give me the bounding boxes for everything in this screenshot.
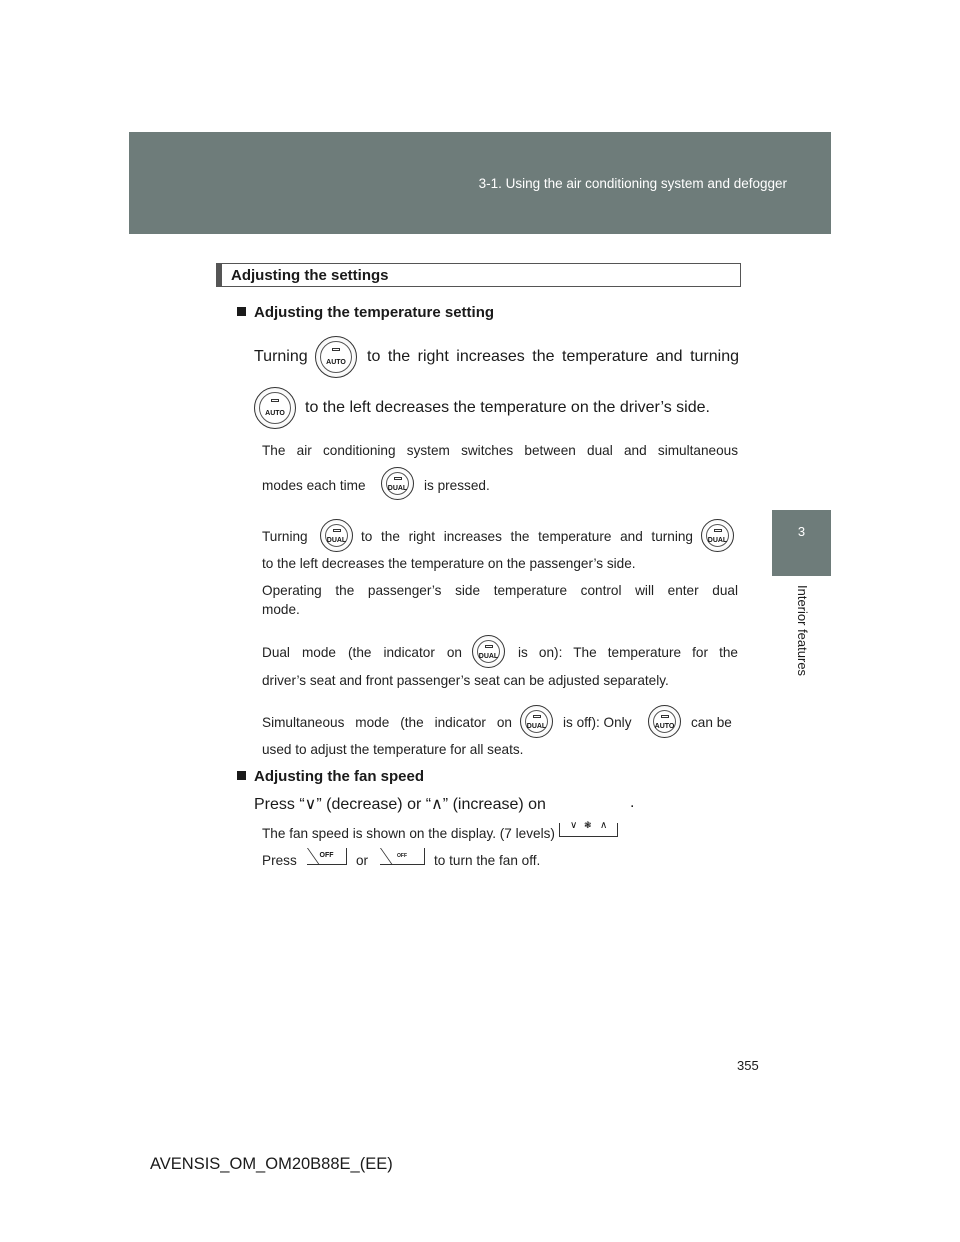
dual-knob-icon: DUAL (381, 467, 414, 500)
fan-note2-b: or (356, 853, 369, 868)
temperature-heading (237, 304, 494, 321)
chevron-up-icon: ∧ (600, 820, 608, 831)
temp-line1-a: Turning (254, 348, 308, 365)
note4-a: Dual mode (the indicator on (262, 645, 462, 660)
fan-note1: The fan speed is shown on the display. (7 levels) (262, 826, 555, 841)
auto-knob-icon: AUTO (254, 387, 296, 429)
note3-b: mode. (262, 602, 300, 617)
temperature-heading-text: Adjusting the temperature setting (254, 304, 495, 321)
header-title: 3-1. Using the air conditioning system and defogger (478, 176, 787, 191)
note2-a: Turning (262, 529, 308, 544)
fan-note2-a: Press (262, 853, 297, 868)
bullet-icon (237, 771, 246, 780)
page-number: 355 (737, 1058, 759, 1073)
auto-knob-icon: AUTO (648, 705, 681, 738)
note5-c: can be (691, 715, 732, 730)
header-band (129, 132, 831, 234)
bullet-icon (237, 307, 246, 316)
chapter-number: 3 (797, 524, 806, 539)
temp-line2: to the left decreases the temperature on the driver’s side. (305, 399, 710, 416)
note2-b: to the right increases the temperature and turning (361, 529, 693, 544)
note1-b: modes each time (262, 478, 366, 493)
dual-knob-icon: DUAL (320, 519, 353, 552)
auto-knob-icon: AUTO (315, 336, 357, 378)
fan-note2-c: to turn the fan off. (434, 853, 541, 868)
note5-b: is off): Only (563, 715, 632, 730)
section-title: Adjusting the settings (231, 267, 389, 284)
fan-line1-b: . (630, 794, 635, 811)
note1-a: The air conditioning system switches between dual and simultaneous (262, 443, 738, 458)
note1-c: is pressed. (424, 478, 490, 493)
section-title-bar (217, 264, 222, 286)
off-button-icon: OFF (380, 848, 425, 865)
temp-line1-b: to the right increases the temperature and turning (367, 348, 739, 365)
note4-b: is on): The temperature for the (518, 645, 738, 660)
note5-a: Simultaneous mode (the indicator on (262, 715, 512, 730)
chapter-tab (772, 510, 831, 576)
note3-a: Operating the passenger’s side temperature control will enter dual (262, 583, 738, 598)
note5-d: used to adjust the temperature for all seats. (262, 742, 524, 757)
note4-c: driver’s seat and front passenger’s seat can be adjusted separately. (262, 673, 669, 688)
dual-knob-icon: DUAL (472, 635, 505, 668)
note2-c: to the left decreases the temperature on the passenger’s side. (262, 556, 636, 571)
fan-speed-heading-text: Adjusting the fan speed (254, 768, 425, 785)
section-title-box (216, 263, 741, 287)
chevron-down-icon: ∨ (570, 820, 578, 831)
dual-knob-icon: DUAL (520, 705, 553, 738)
fan-speed-heading (237, 768, 424, 785)
fan-line1-a: Press “∨” (decrease) or “∧” (increase) on (254, 796, 546, 813)
chapter-label: Interior features (795, 585, 810, 677)
fan-icon: ❃ (584, 820, 592, 830)
dual-knob-icon: DUAL (701, 519, 734, 552)
document-code: AVENSIS_OM_OM20B88E_(EE) (150, 1155, 393, 1173)
off-button-icon: OFF (307, 848, 347, 865)
fan-speed-button-icon (559, 820, 618, 837)
